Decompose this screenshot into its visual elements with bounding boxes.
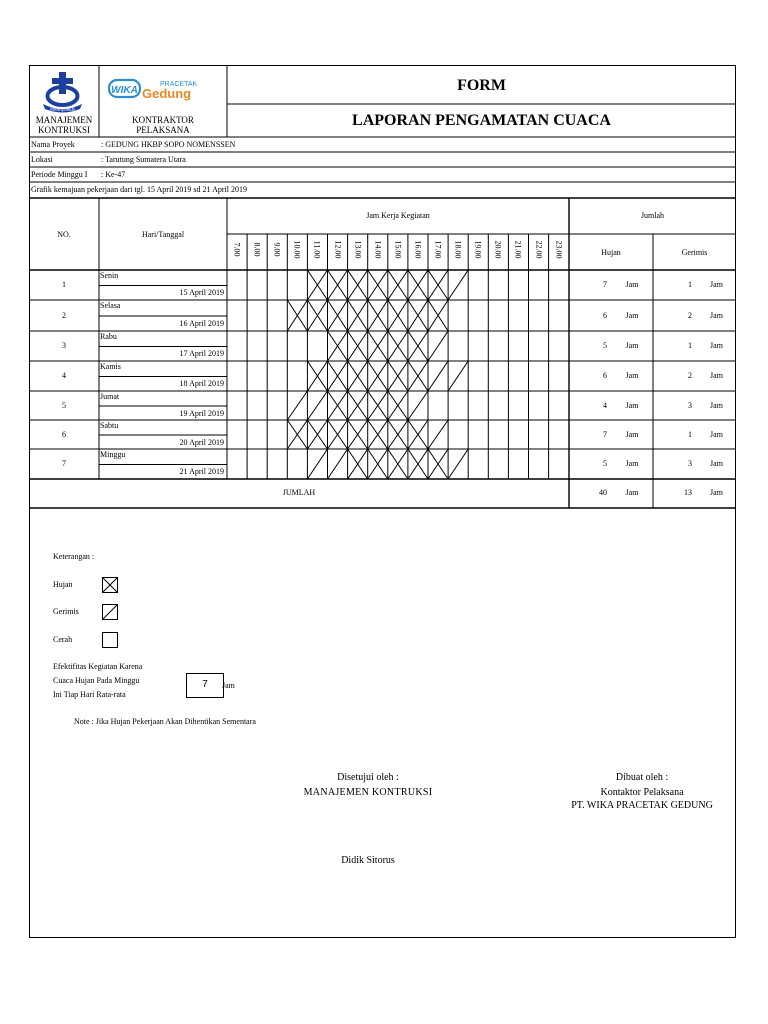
row-drizzle-hours: 1 (688, 429, 692, 439)
mk-label: MANAJEMEN KONTRUKSI (35, 115, 93, 135)
row-day: Jumat (100, 392, 120, 401)
row-date: 18 April 2019 (179, 379, 224, 388)
row-day: Minggu (100, 450, 126, 459)
row-number: 2 (62, 310, 66, 320)
svg-text:PRACETAK: PRACETAK (160, 81, 198, 88)
hour-label: 7.00 (232, 242, 242, 257)
row-rain-hours: 6 (603, 371, 607, 380)
location-value: : Tarutung Sumatera Utara (101, 155, 186, 164)
drizzle-mark (428, 361, 448, 391)
hour-label: 9.00 (272, 242, 282, 257)
row-rain-unit: Jam (625, 400, 639, 410)
row-drizzle-unit: Jam (710, 400, 723, 410)
row-date: 15 April 2019 (179, 288, 224, 297)
col-drizzle-header: Gerimis (681, 248, 708, 257)
drizzle-mark (428, 420, 448, 449)
drizzle-mark (307, 449, 327, 479)
row-drizzle-hours: 2 (688, 371, 692, 380)
manajemen-kontruksi-logo (38, 70, 88, 114)
location-label: Lokasi (31, 155, 53, 164)
hour-label: 17.00 (433, 240, 443, 259)
svg-text:WIKA: WIKA (111, 85, 138, 96)
drizzle-mark (307, 391, 327, 420)
row-number: 7 (62, 459, 66, 468)
row-drizzle-hours: 1 (688, 280, 692, 289)
effectiveness-line-1: Efektifitas Kegiatan Karena (53, 662, 143, 671)
total-label: JUMLAH (282, 488, 316, 497)
hour-label: 20.00 (493, 240, 503, 259)
hour-label: 18.00 (453, 240, 463, 259)
hour-label: 19.00 (473, 240, 483, 259)
grafik-text: Grafik kemajuan pekerjaan dari tgl. 15 April 2019 sd 21 April 2019 (31, 185, 247, 194)
col-day-header: Hari/Tanggal (141, 230, 185, 239)
row-rain-hours: 4 (603, 400, 607, 410)
hour-label: 10.00 (292, 240, 302, 259)
hour-label: 13.00 (353, 240, 363, 259)
period-label: Periode Minggu I (31, 170, 88, 179)
legend-title: Keterangan : (53, 552, 95, 561)
contractor-label: KONTRAKTOR PELAKSANA (132, 115, 194, 135)
row-drizzle-hours: 2 (688, 310, 692, 320)
drizzle-mark (448, 270, 468, 300)
row-day: Rabu (100, 332, 117, 341)
row-drizzle-unit: Jam (710, 341, 723, 350)
approved-name: Didik Sitorus (341, 855, 395, 866)
row-drizzle-unit: Jam (710, 371, 723, 380)
hour-label: 12.00 (333, 240, 343, 259)
hour-label: 14.00 (373, 240, 383, 259)
hour-label: 22.00 (534, 240, 544, 259)
row-number: 5 (62, 400, 66, 410)
row-drizzle-unit: Jam (710, 310, 723, 320)
row-drizzle-hours: 3 (688, 400, 692, 410)
row-drizzle-unit: Jam (710, 459, 723, 468)
note-text: Note : Jika Hujan Pekerjaan Akan Dihentikan Sementara (74, 717, 256, 726)
project-label: Nama Proyek (31, 140, 75, 149)
row-rain-hours: 5 (603, 341, 607, 350)
row-rain-hours: 7 (603, 429, 607, 439)
made-company: PT. WIKA PRACETAK GEDUNG (571, 800, 713, 811)
row-rain-hours: 6 (603, 310, 607, 320)
row-day: Selasa (100, 301, 121, 310)
row-rain-unit: Jam (625, 341, 639, 350)
legend-drizzle-label: Gerimis (53, 607, 79, 616)
row-number: 6 (62, 429, 66, 439)
approved-org: MANAJEMEN KONTRUKSI (303, 787, 433, 798)
row-rain-hours: 5 (603, 459, 607, 468)
row-number: 1 (62, 280, 66, 289)
row-day: Senin (100, 271, 119, 280)
drizzle-mark (287, 391, 307, 420)
report-title: LAPORAN PENGAMATAN CUACA (352, 112, 611, 129)
col-hours-header: Jam Kerja Kegiatan (366, 211, 430, 220)
row-number: 4 (62, 371, 66, 380)
clear-symbol-icon (102, 632, 118, 648)
hour-label: 15.00 (393, 240, 403, 259)
effectiveness-unit: Jam (222, 681, 235, 690)
total-rain-unit: Jam (625, 488, 639, 497)
total-rain: 40 (599, 488, 607, 497)
drizzle-mark (428, 331, 448, 361)
approved-label: Disetujui oleh : (337, 772, 399, 783)
form-title: FORM (457, 77, 506, 94)
row-date: 21 April 2019 (179, 467, 224, 476)
row-day: Sabtu (100, 421, 119, 430)
row-date: 20 April 2019 (179, 437, 224, 447)
effectiveness-line-3: Ini Tiap Hari Rata-rata (53, 690, 126, 699)
row-rain-unit: Jam (625, 310, 639, 320)
made-org: Kontaktor Pelaksana (600, 787, 684, 798)
period-value: : Ke-47 (101, 170, 126, 179)
col-no-header: NO. (57, 230, 71, 239)
row-date: 16 April 2019 (179, 318, 224, 328)
row-drizzle-unit: Jam (710, 429, 723, 439)
hour-label: 8.00 (252, 242, 262, 257)
drizzle-mark (408, 391, 428, 420)
drizzle-symbol-icon (102, 604, 118, 620)
made-label: Dibuat oleh : (615, 772, 669, 783)
row-date: 17 April 2019 (179, 349, 224, 358)
drizzle-mark (448, 361, 468, 391)
effectiveness-line-2: Cuaca Hujan Pada Minggu (53, 676, 140, 685)
wika-pracetak-gedung-logo (108, 76, 204, 102)
drizzle-mark (448, 449, 468, 479)
col-rain-header: Hujan (601, 248, 621, 257)
rain-symbol-icon (102, 577, 118, 593)
svg-text:MANAJEMEN: MANAJEMEN (50, 107, 75, 112)
project-value: : GEDUNG HKBP SOPO NOMENSSEN (101, 140, 236, 149)
row-day: Kamis (100, 362, 121, 371)
legend-rain-label: Hujan (53, 580, 73, 589)
row-date: 19 April 2019 (179, 408, 224, 418)
row-drizzle-hours: 3 (688, 459, 692, 468)
hour-label: 21.00 (513, 240, 523, 259)
hour-label: 16.00 (413, 240, 423, 259)
row-drizzle-unit: Jam (710, 280, 723, 289)
svg-text:Gedung: Gedung (142, 86, 192, 101)
row-rain-hours: 7 (603, 280, 607, 289)
row-rain-unit: Jam (625, 280, 639, 289)
effectiveness-value: 7 (186, 673, 224, 698)
legend-clear-label: Cerah (53, 635, 73, 644)
hour-label: 11.00 (312, 240, 322, 259)
col-total-header: Jumlah (640, 211, 665, 220)
row-rain-unit: Jam (625, 429, 639, 439)
total-drizzle-unit: Jam (710, 488, 723, 497)
row-number: 3 (62, 341, 66, 350)
row-drizzle-hours: 1 (688, 341, 692, 350)
total-drizzle: 13 (684, 488, 692, 497)
drizzle-mark (328, 449, 348, 479)
row-rain-unit: Jam (625, 459, 639, 468)
hour-label: 23.00 (554, 240, 564, 259)
row-rain-unit: Jam (625, 371, 639, 380)
